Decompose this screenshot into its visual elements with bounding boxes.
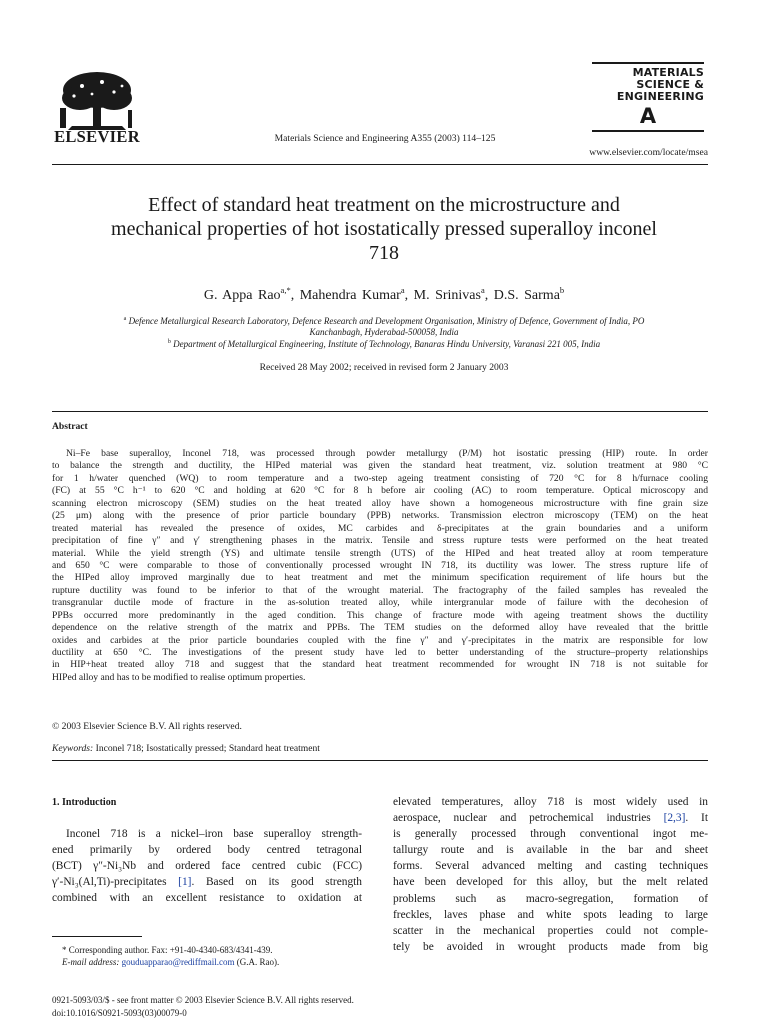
journal-logo-letter: A bbox=[639, 104, 657, 128]
affiliation-text: Kanchanbagh, Hyderabad-500058, India bbox=[309, 327, 459, 337]
body-text-line: tallurgy route and is available in the bar and sheet bbox=[393, 844, 708, 857]
body-text-line: Inconel 718 is a nickel–iron base superalloy strength- bbox=[66, 828, 362, 840]
abstract-line: rupture ductility was found to be inferior to that of the wrought material. The fractography of the failed samples has revealed the bbox=[52, 584, 708, 596]
journal-logo-line-2: SCIENCE & bbox=[636, 78, 704, 91]
journal-url-link[interactable]: www.elsevier.com/locate/msea bbox=[589, 147, 708, 158]
abstract-line: treated material has revealed the presence of oxides, MC carbides and δ-precipitates at the grain boundaries and a uniform bbox=[52, 522, 708, 534]
paper-title-line: Effect of standard heat treatment on the microstructure and bbox=[148, 194, 620, 216]
author-list: G. Appa Rao$^{a,*}$, Mahendra Kumar$^a$, M. Srinivas$^a$, D.S. Sarma$^b$ bbox=[203, 285, 565, 303]
abstract-line: oxides and carbides at the prior particle boundaries coupled with the fine γ″ and γ′-precipitates in the matrix are responsible for low bbox=[52, 634, 708, 646]
body-text-line: elevated temperatures, alloy 718 is most widely used in bbox=[393, 796, 708, 808]
abstract-line: precipitation of fine γ″ and γ′ strengthening phases in the matrix. Tensile and stress rupture tests were performed on the heat treated bbox=[52, 535, 708, 547]
body-text-line: scatter in the mechanical properties could not comple- bbox=[393, 924, 708, 937]
citation-link[interactable]: [2,3] bbox=[663, 812, 686, 825]
abstract-bottom-divider bbox=[52, 760, 708, 761]
header-divider bbox=[52, 164, 708, 165]
abstract-line: material. While the yield strength (YS) and ultimate tensile strength (UTS) of the HIPed and heat treated alloy at room temperature bbox=[52, 547, 708, 559]
abstract-line: (FC) at 55 °C h⁻¹ to 620 °C and holding at 620 °C for 8 h before air cooling (AC) to room temperature. Optical microscopy and bbox=[52, 485, 708, 497]
affiliation-a bbox=[60, 314, 708, 338]
paper-title-line: mechanical properties of hot isostatically pressed superalloy inconel bbox=[111, 218, 657, 240]
section-heading-introduction: 1. Introduction bbox=[52, 797, 117, 808]
footer-doi[interactable]: doi:10.1016/S0921-5093(03)00079-0 bbox=[52, 1008, 187, 1018]
affiliation-text: Defence Metallurgical Research Laboratory, Defence Research and Development Organisation, Ministry of Defence, Government of India, PO bbox=[128, 316, 645, 326]
author-name: G. Appa Rao bbox=[203, 288, 281, 303]
body-text-line: freckles, laves phase and white spots leading to large bbox=[393, 908, 708, 921]
body-text-line: (BCT) γ″-Ni₃Nb and ordered face centred cubic (FCC) bbox=[52, 860, 362, 873]
journal-citation: Materials Science and Engineering A355 (2003) 114–125 bbox=[274, 133, 496, 144]
paper-title-line: 718 bbox=[369, 242, 399, 264]
email-link[interactable]: gouduapparao@rediffmail.com bbox=[121, 957, 235, 968]
paper-title bbox=[60, 193, 708, 265]
abstract-line: the HIPed alloy improved marginally due to heat treatment and met the minimum specification requirement of life hours but the bbox=[52, 572, 708, 584]
citation-link[interactable]: [1] bbox=[178, 876, 192, 889]
journal-logo-line-1: MATERIALS bbox=[632, 66, 704, 79]
keywords-label: Keywords: bbox=[52, 743, 94, 754]
keywords-text: Inconel 718; Isostatically pressed; Standard heat treatment bbox=[95, 743, 320, 754]
abstract-line: to balance the strength and ductility, the HIPed material was given the standard heat treatment, viz. solution treatment at 980 °C bbox=[52, 460, 708, 472]
abstract-line: in HIP+heat treated alloy 718 and suggest that the standard heat treatment recommended for wrought IN 718 is not suitable for bbox=[52, 659, 708, 671]
email-label: E-mail address: bbox=[62, 957, 120, 968]
right-column-text bbox=[393, 794, 708, 955]
abstract-top-divider bbox=[52, 411, 708, 412]
corresponding-author-footnote bbox=[52, 944, 372, 968]
abstract-line: (25 μm) along with the presence of prior particle boundary (PPB) networks. Transmission electron microscopy (TEM) on the heat bbox=[52, 510, 708, 522]
affiliation-marker: b bbox=[167, 339, 171, 345]
body-text-line: γ′-Ni₃(Al,Ti)-precipitates [1]. Based on its good strength bbox=[52, 876, 362, 889]
body-text-line: combined with an excellent resistance to oxidation at bbox=[52, 892, 362, 905]
abstract-body bbox=[52, 448, 708, 684]
body-text-line: have been developed for this alloy, but the melt related bbox=[393, 876, 708, 889]
abstract-line: HIPed alloy and has to be modified to realise optimum properties. bbox=[52, 671, 306, 683]
body-text-line: is generally processed through conventional ingot me- bbox=[393, 828, 708, 841]
abstract-line: Ni–Fe base superalloy, Inconel 718, was processed through powder metallurgy (P/M) hot isostatic pressing (HIP) route. In order bbox=[66, 448, 708, 459]
author-affiliation-marker: b bbox=[559, 285, 565, 295]
abstract-line: PPBs occurred more predominantly in the aged condition. This change of fracture mode with ageing treatment shows the ductility bbox=[52, 609, 708, 621]
abstract-copyright: © 2003 Elsevier Science B.V. All rights reserved. bbox=[52, 721, 242, 732]
affiliation-text: Department of Metallurgical Engineering, Institute of Technology, Banaras Hindu University, Varanasi 221 005, India bbox=[173, 339, 601, 349]
journal-logo bbox=[592, 62, 704, 132]
author-affiliation-marker: a bbox=[400, 285, 405, 295]
footnote-line: * Corresponding author. Fax: +91-40-4340-683/4341-439. bbox=[62, 945, 273, 955]
email-suffix: (G.A. Rao). bbox=[236, 957, 280, 968]
page-footer bbox=[52, 994, 552, 1020]
affiliation-marker: a bbox=[123, 316, 127, 322]
received-dates: Received 28 May 2002; received in revised form 2 January 2003 bbox=[259, 362, 509, 373]
body-text-line: ened primarily by ordered body centred tetragonal bbox=[52, 844, 362, 857]
left-column-text bbox=[52, 826, 362, 906]
body-text-line: aerospace, nuclear and petrochemical industries [2,3]. It bbox=[393, 812, 708, 825]
journal-logo-line-3: ENGINEERING bbox=[616, 90, 704, 103]
abstract-line: dependence on the relative strength of the matrix and PPBs. The TEM studies on the deformed alloy have revealed that the brittle bbox=[52, 622, 708, 634]
abstract-heading: Abstract bbox=[52, 421, 88, 432]
author-name: D.S. Sarma bbox=[493, 288, 560, 303]
footer-issn-line: 0921-5093/03/$ - see front matter © 2003 Elsevier Science B.V. All rights reserved. bbox=[52, 995, 354, 1005]
affiliation-b bbox=[60, 339, 708, 349]
body-text-line: problems such as macro-segregation, formation of bbox=[393, 892, 708, 905]
author-name: M. Srinivas bbox=[413, 288, 481, 303]
footnote-divider bbox=[52, 936, 142, 937]
author-affiliation-marker: a bbox=[480, 285, 485, 295]
abstract-line: transgranular ductile mode of fracture in the as-solution treated alloy, while intergranular mode of failure with the decohesion of bbox=[52, 597, 708, 609]
body-text-line: tely be avoided in wrought products made from big bbox=[393, 940, 708, 953]
abstract-line: for 1 h/water quenched (WQ) to room temperature and a two-step ageing treatment consisting of 720 °C for 8 h/furnace cooling bbox=[52, 472, 708, 484]
abstract-line: ductility at 650 °C. The investigations of the present study have led to better understanding of the structure–property relationships bbox=[52, 647, 708, 658]
body-text-line: forms. Several advanced melting and casting techniques bbox=[393, 860, 708, 873]
publisher-name: ELSEVIER bbox=[54, 127, 140, 146]
author-affiliation-marker[interactable]: a,* bbox=[280, 285, 291, 295]
abstract-line: and 650 °C were comparable to those of conventionally processed wrought IN 718, its ductility was lower. The stress rupture life of bbox=[52, 559, 708, 571]
abstract-line: scanning electron microscopy (SEM) studies on the heat treated alloy have shown a homogeneous microstructure with fine grain size bbox=[52, 497, 708, 509]
author-name: Mahendra Kumar bbox=[299, 288, 401, 303]
keywords bbox=[52, 743, 320, 754]
